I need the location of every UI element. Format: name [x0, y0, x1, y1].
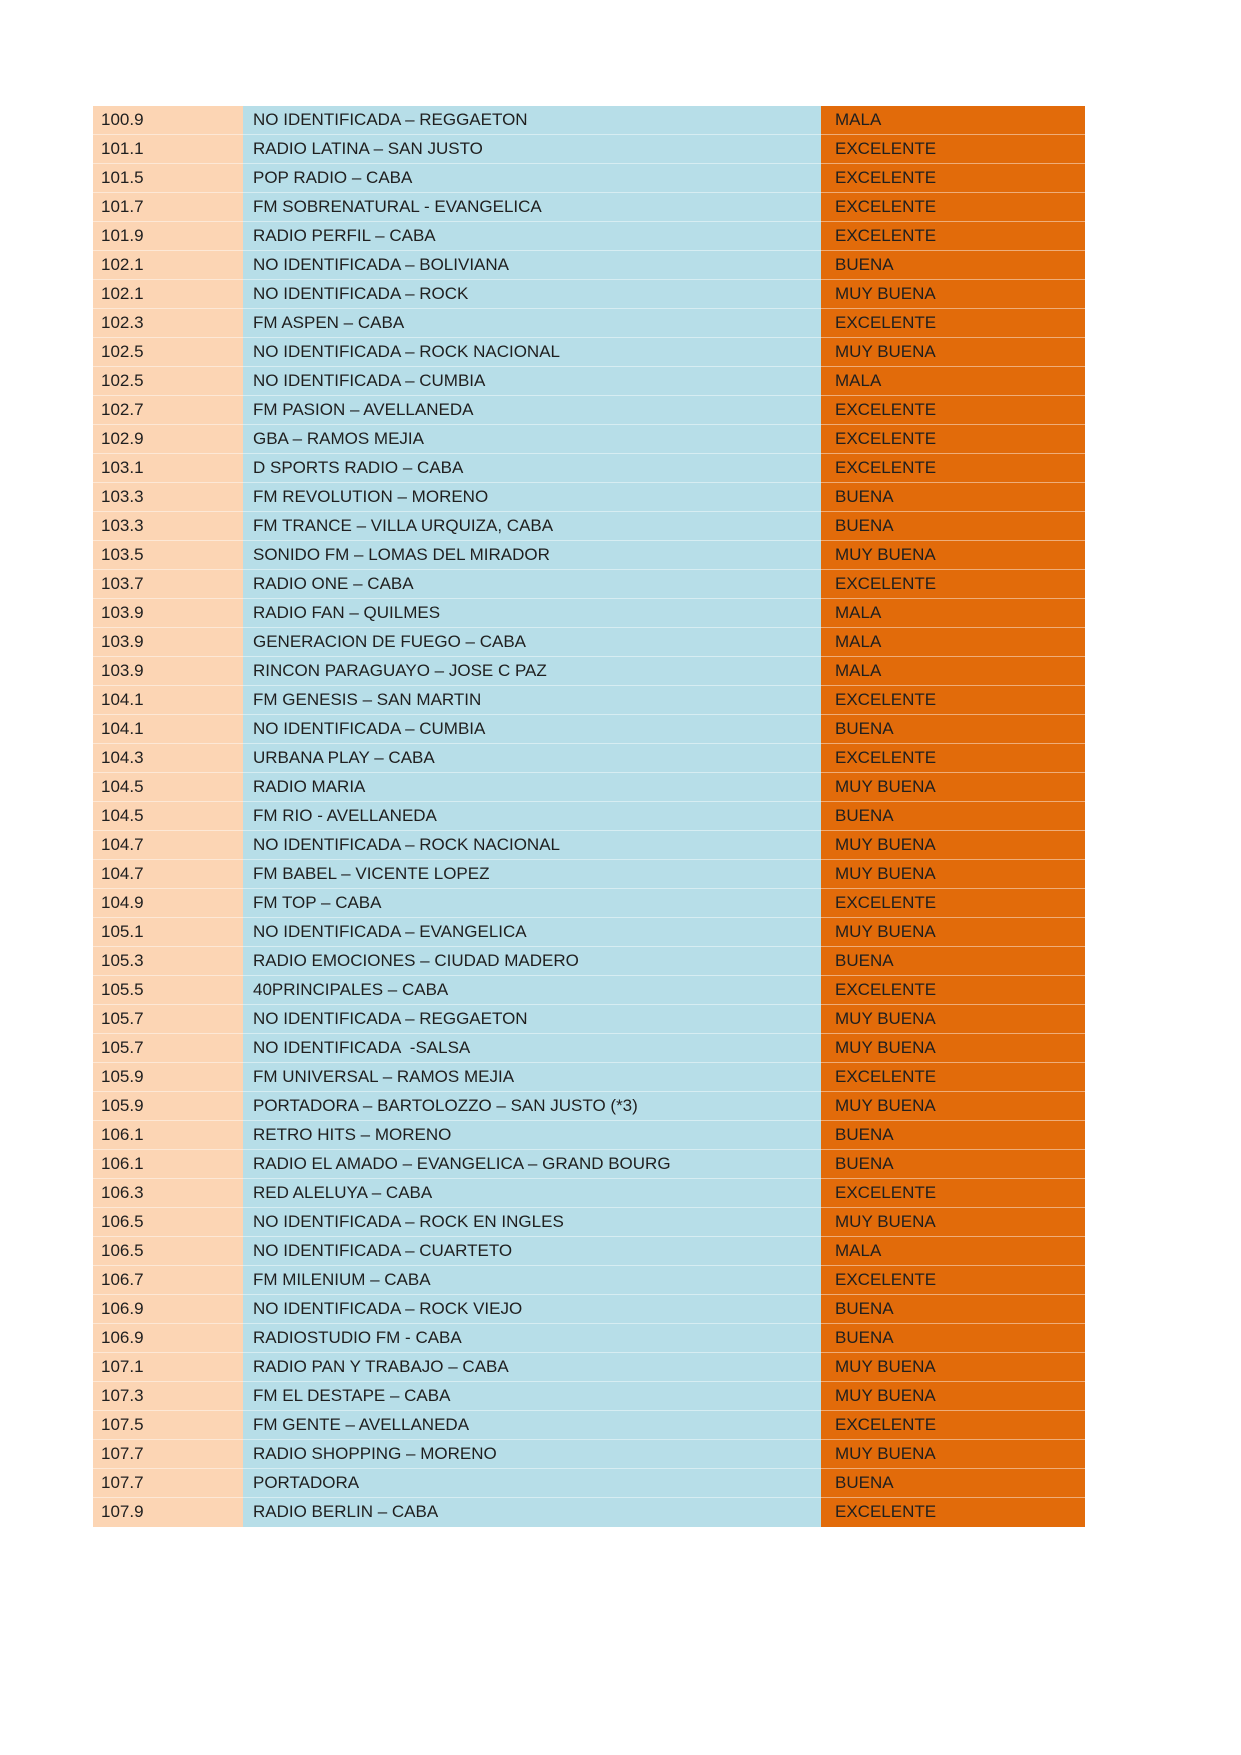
quality-cell: MUY BUENA [821, 831, 1085, 860]
frequency-cell: 103.3 [93, 483, 243, 512]
frequency-cell: 101.1 [93, 135, 243, 164]
quality-cell: EXCELENTE [821, 222, 1085, 251]
frequency-cell: 101.5 [93, 164, 243, 193]
table-row [93, 889, 1085, 918]
frequency-cell: 104.1 [93, 686, 243, 715]
table-row [93, 251, 1085, 280]
frequency-cell: 106.9 [93, 1324, 243, 1353]
frequency-cell: 106.3 [93, 1179, 243, 1208]
table-row [93, 367, 1085, 396]
table-row [93, 1266, 1085, 1295]
quality-cell: EXCELENTE [821, 976, 1085, 1005]
quality-cell: EXCELENTE [821, 570, 1085, 599]
station-cell: NO IDENTIFICADA – ROCK NACIONAL [243, 338, 821, 367]
quality-cell: MALA [821, 628, 1085, 657]
station-cell: FM RIO - AVELLANEDA [243, 802, 821, 831]
quality-cell: MALA [821, 106, 1085, 135]
station-cell: RADIO FAN – QUILMES [243, 599, 821, 628]
table-row [93, 193, 1085, 222]
quality-cell: EXCELENTE [821, 396, 1085, 425]
frequency-cell: 102.1 [93, 251, 243, 280]
frequency-cell: 105.9 [93, 1092, 243, 1121]
frequency-cell: 101.7 [93, 193, 243, 222]
station-cell: RADIO PAN Y TRABAJO – CABA [243, 1353, 821, 1382]
station-cell: RADIO EMOCIONES – CIUDAD MADERO [243, 947, 821, 976]
table-row [93, 222, 1085, 251]
table-row [93, 512, 1085, 541]
table-row [93, 164, 1085, 193]
quality-cell: BUENA [821, 1150, 1085, 1179]
quality-cell: MALA [821, 367, 1085, 396]
station-cell: RADIO PERFIL – CABA [243, 222, 821, 251]
frequency-cell: 106.5 [93, 1208, 243, 1237]
table-row [93, 483, 1085, 512]
station-cell: RADIO LATINA – SAN JUSTO [243, 135, 821, 164]
quality-cell: BUENA [821, 483, 1085, 512]
frequency-cell: 104.9 [93, 889, 243, 918]
table-row [93, 425, 1085, 454]
station-cell: RADIO BERLIN – CABA [243, 1498, 821, 1527]
frequency-cell: 103.9 [93, 599, 243, 628]
quality-cell: BUENA [821, 715, 1085, 744]
frequency-cell: 105.3 [93, 947, 243, 976]
frequency-cell: 104.7 [93, 860, 243, 889]
table-row [93, 1353, 1085, 1382]
quality-cell: MUY BUENA [821, 918, 1085, 947]
frequency-cell: 102.1 [93, 280, 243, 309]
frequency-table [93, 106, 1085, 1527]
table-row [93, 976, 1085, 1005]
quality-cell: MUY BUENA [821, 773, 1085, 802]
station-cell: URBANA PLAY – CABA [243, 744, 821, 773]
quality-cell: EXCELENTE [821, 1266, 1085, 1295]
quality-cell: MUY BUENA [821, 1440, 1085, 1469]
station-cell: FM TOP – CABA [243, 889, 821, 918]
quality-cell: MUY BUENA [821, 1005, 1085, 1034]
frequency-cell: 103.7 [93, 570, 243, 599]
quality-cell: MALA [821, 1237, 1085, 1266]
table-row [93, 860, 1085, 889]
table-row [93, 280, 1085, 309]
frequency-cell: 103.9 [93, 657, 243, 686]
table-row [93, 309, 1085, 338]
frequency-cell: 103.5 [93, 541, 243, 570]
quality-cell: EXCELENTE [821, 425, 1085, 454]
table-row [93, 1324, 1085, 1353]
table-row [93, 831, 1085, 860]
station-cell: RADIO EL AMADO – EVANGELICA – GRAND BOURG [243, 1150, 821, 1179]
quality-cell: EXCELENTE [821, 889, 1085, 918]
station-cell: NO IDENTIFICADA – ROCK VIEJO [243, 1295, 821, 1324]
frequency-cell: 106.9 [93, 1295, 243, 1324]
quality-cell: BUENA [821, 1121, 1085, 1150]
station-cell: NO IDENTIFICADA -SALSA [243, 1034, 821, 1063]
table-row [93, 338, 1085, 367]
quality-cell: EXCELENTE [821, 1179, 1085, 1208]
frequency-cell: 107.9 [93, 1498, 243, 1527]
station-cell: FM TRANCE – VILLA URQUIZA, CABA [243, 512, 821, 541]
quality-cell: BUENA [821, 251, 1085, 280]
table-row [93, 1121, 1085, 1150]
quality-cell: EXCELENTE [821, 1063, 1085, 1092]
table-row [93, 454, 1085, 483]
station-cell: FM PASION – AVELLANEDA [243, 396, 821, 425]
frequency-cell: 106.5 [93, 1237, 243, 1266]
station-cell: RETRO HITS – MORENO [243, 1121, 821, 1150]
station-cell: NO IDENTIFICADA – BOLIVIANA [243, 251, 821, 280]
quality-cell: MUY BUENA [821, 1353, 1085, 1382]
frequency-cell: 104.5 [93, 773, 243, 802]
station-cell: NO IDENTIFICADA – REGGAETON [243, 1005, 821, 1034]
station-cell: FM EL DESTAPE – CABA [243, 1382, 821, 1411]
frequency-cell: 105.9 [93, 1063, 243, 1092]
frequency-cell: 104.5 [93, 802, 243, 831]
quality-cell: EXCELENTE [821, 1411, 1085, 1440]
table-row [93, 744, 1085, 773]
table-row [93, 628, 1085, 657]
quality-cell: EXCELENTE [821, 744, 1085, 773]
table-row [93, 1440, 1085, 1469]
station-cell: NO IDENTIFICADA – REGGAETON [243, 106, 821, 135]
station-cell: GENERACION DE FUEGO – CABA [243, 628, 821, 657]
table-row [93, 396, 1085, 425]
quality-cell: EXCELENTE [821, 164, 1085, 193]
table-row [93, 686, 1085, 715]
table-row [93, 947, 1085, 976]
quality-cell: BUENA [821, 947, 1085, 976]
table-row [93, 715, 1085, 744]
frequency-cell: 103.9 [93, 628, 243, 657]
station-cell: PORTADORA [243, 1469, 821, 1498]
quality-cell: EXCELENTE [821, 193, 1085, 222]
table-row [93, 1092, 1085, 1121]
station-cell: NO IDENTIFICADA – ROCK [243, 280, 821, 309]
frequency-cell: 107.7 [93, 1469, 243, 1498]
table-row [93, 1469, 1085, 1498]
quality-cell: MUY BUENA [821, 541, 1085, 570]
quality-cell: BUENA [821, 512, 1085, 541]
table-row [93, 1034, 1085, 1063]
station-cell: NO IDENTIFICADA – CUMBIA [243, 367, 821, 396]
station-cell: RADIO MARIA [243, 773, 821, 802]
station-cell: RADIOSTUDIO FM - CABA [243, 1324, 821, 1353]
station-cell: POP RADIO – CABA [243, 164, 821, 193]
table-row [93, 1295, 1085, 1324]
table-row [93, 1237, 1085, 1266]
frequency-cell: 105.7 [93, 1034, 243, 1063]
station-cell: FM BABEL – VICENTE LOPEZ [243, 860, 821, 889]
quality-cell: MUY BUENA [821, 1382, 1085, 1411]
table-row [93, 541, 1085, 570]
frequency-cell: 102.9 [93, 425, 243, 454]
quality-cell: BUENA [821, 1295, 1085, 1324]
table-row [93, 918, 1085, 947]
station-cell: NO IDENTIFICADA – CUMBIA [243, 715, 821, 744]
station-cell: 40PRINCIPALES – CABA [243, 976, 821, 1005]
station-cell: FM REVOLUTION – MORENO [243, 483, 821, 512]
quality-cell: MUY BUENA [821, 1034, 1085, 1063]
table-row [93, 570, 1085, 599]
quality-cell: MUY BUENA [821, 338, 1085, 367]
frequency-cell: 107.3 [93, 1382, 243, 1411]
quality-cell: MUY BUENA [821, 280, 1085, 309]
frequency-cell: 102.7 [93, 396, 243, 425]
table-row [93, 1063, 1085, 1092]
frequency-cell: 105.7 [93, 1005, 243, 1034]
station-cell: NO IDENTIFICADA – ROCK NACIONAL [243, 831, 821, 860]
table-row [93, 1498, 1085, 1527]
table-row [93, 773, 1085, 802]
station-cell: SONIDO FM – LOMAS DEL MIRADOR [243, 541, 821, 570]
quality-cell: EXCELENTE [821, 686, 1085, 715]
quality-cell: EXCELENTE [821, 454, 1085, 483]
table-row [93, 802, 1085, 831]
quality-cell: EXCELENTE [821, 135, 1085, 164]
table-row [93, 599, 1085, 628]
frequency-cell: 102.5 [93, 338, 243, 367]
frequency-cell: 106.1 [93, 1150, 243, 1179]
table-row [93, 135, 1085, 164]
frequency-cell: 104.7 [93, 831, 243, 860]
quality-cell: BUENA [821, 802, 1085, 831]
station-cell: D SPORTS RADIO – CABA [243, 454, 821, 483]
frequency-cell: 105.1 [93, 918, 243, 947]
frequency-cell: 107.5 [93, 1411, 243, 1440]
frequency-cell: 104.1 [93, 715, 243, 744]
frequency-cell: 101.9 [93, 222, 243, 251]
frequency-cell: 106.1 [93, 1121, 243, 1150]
table-row [93, 1382, 1085, 1411]
station-cell: RINCON PARAGUAYO – JOSE C PAZ [243, 657, 821, 686]
station-cell: FM SOBRENATURAL - EVANGELICA [243, 193, 821, 222]
frequency-cell: 106.7 [93, 1266, 243, 1295]
quality-cell: MUY BUENA [821, 860, 1085, 889]
station-cell: FM MILENIUM – CABA [243, 1266, 821, 1295]
frequency-cell: 103.1 [93, 454, 243, 483]
table-row [93, 1411, 1085, 1440]
table-row [93, 1005, 1085, 1034]
station-cell: NO IDENTIFICADA – ROCK EN INGLES [243, 1208, 821, 1237]
quality-cell: MUY BUENA [821, 1208, 1085, 1237]
station-cell: NO IDENTIFICADA – EVANGELICA [243, 918, 821, 947]
station-cell: FM ASPEN – CABA [243, 309, 821, 338]
table-row [93, 1208, 1085, 1237]
station-cell: PORTADORA – BARTOLOZZO – SAN JUSTO (*3) [243, 1092, 821, 1121]
station-cell: FM GENTE – AVELLANEDA [243, 1411, 821, 1440]
frequency-cell: 102.5 [93, 367, 243, 396]
table-row [93, 657, 1085, 686]
frequency-cell: 102.3 [93, 309, 243, 338]
table-row [93, 1179, 1085, 1208]
table-row [93, 106, 1085, 135]
quality-cell: MALA [821, 599, 1085, 628]
quality-cell: MALA [821, 657, 1085, 686]
frequency-cell: 107.1 [93, 1353, 243, 1382]
table-row [93, 1150, 1085, 1179]
station-cell: RED ALELUYA – CABA [243, 1179, 821, 1208]
station-cell: GBA – RAMOS MEJIA [243, 425, 821, 454]
frequency-cell: 104.3 [93, 744, 243, 773]
station-cell: FM UNIVERSAL – RAMOS MEJIA [243, 1063, 821, 1092]
station-cell: NO IDENTIFICADA – CUARTETO [243, 1237, 821, 1266]
station-cell: FM GENESIS – SAN MARTIN [243, 686, 821, 715]
frequency-cell: 103.3 [93, 512, 243, 541]
frequency-cell: 105.5 [93, 976, 243, 1005]
quality-cell: EXCELENTE [821, 1498, 1085, 1527]
frequency-cell: 107.7 [93, 1440, 243, 1469]
quality-cell: BUENA [821, 1469, 1085, 1498]
frequency-cell: 100.9 [93, 106, 243, 135]
quality-cell: BUENA [821, 1324, 1085, 1353]
station-cell: RADIO ONE – CABA [243, 570, 821, 599]
quality-cell: EXCELENTE [821, 309, 1085, 338]
station-cell: RADIO SHOPPING – MORENO [243, 1440, 821, 1469]
quality-cell: MUY BUENA [821, 1092, 1085, 1121]
